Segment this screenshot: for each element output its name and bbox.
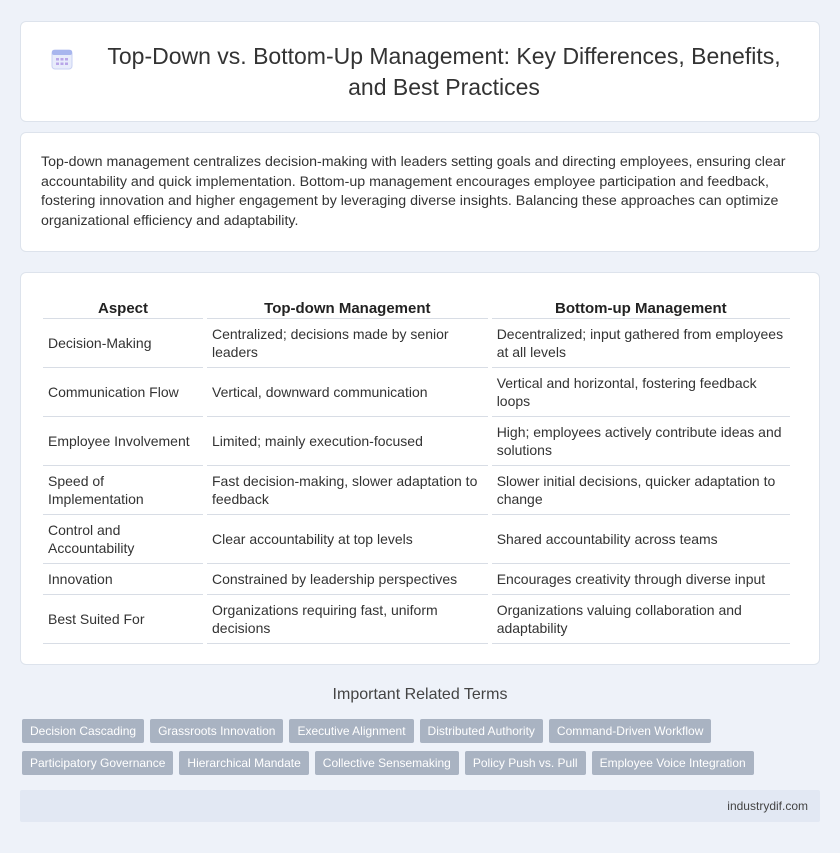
tag-link[interactable]: Collective Sensemaking — [315, 751, 459, 775]
comparison-card — [20, 272, 820, 665]
comparison-table — [39, 295, 794, 644]
tag-row — [22, 719, 822, 743]
page-title: Top-Down vs. Bottom-Up Management: Key Differences, Benefits, and Best Practices — [107, 42, 781, 100]
column-header-aspect: Aspect — [43, 295, 203, 319]
table-cell-aspect: Decision-Making — [43, 319, 203, 368]
table-cell-bottom-up: Vertical and horizontal, fostering feedback loops — [492, 368, 790, 417]
table-cell-aspect: Speed of Implementation — [43, 466, 203, 515]
tag-link[interactable]: Participatory Governance — [22, 751, 173, 775]
column-header-top-down: Top-down Management — [207, 295, 488, 319]
tag-link[interactable]: Command-Driven Workflow — [549, 719, 711, 743]
column-header-bottom-up: Bottom-up Management — [492, 295, 790, 319]
table-cell-aspect: Communication Flow — [43, 368, 203, 417]
table-row — [43, 319, 790, 368]
table-cell-aspect: Innovation — [43, 564, 203, 595]
table-cell-top-down: Vertical, downward communication — [207, 368, 488, 417]
tag-link[interactable]: Executive Alignment — [289, 719, 413, 743]
header-card — [20, 21, 820, 122]
table-cell-top-down: Constrained by leadership perspectives — [207, 564, 488, 595]
table-cell-aspect: Best Suited For — [43, 595, 203, 644]
footer — [20, 790, 820, 822]
tag-link[interactable]: Employee Voice Integration — [592, 751, 754, 775]
related-terms-title: Important Related Terms — [332, 686, 508, 703]
table-row — [43, 595, 790, 644]
table-row — [43, 417, 790, 466]
table-cell-bottom-up: Encourages creativity through diverse input — [492, 564, 790, 595]
tag-link[interactable]: Grassroots Innovation — [150, 719, 283, 743]
table-row — [43, 564, 790, 595]
tag-link[interactable]: Policy Push vs. Pull — [465, 751, 586, 775]
intro-card — [20, 132, 820, 252]
table-cell-bottom-up: Organizations valuing collaboration and adaptability — [492, 595, 790, 644]
table-cell-top-down: Fast decision-making, slower adaptation to feedback — [207, 466, 488, 515]
table-cell-top-down: Limited; mainly execution-focused — [207, 417, 488, 466]
intro-paragraph: Top-down management centralizes decision-making with leaders setting goals and directing employees, ensuring clear accountability and quick implementation. Bottom-up management encourages employee participation and feedback, fostering innovation and higher engagement by leveraging diverse insights. Balancing these approaches can optimize organizational efficiency and adaptability. — [41, 154, 786, 229]
footer-site-link[interactable]: industrydif.com — [727, 799, 808, 813]
table-cell-bottom-up: High; employees actively contribute ideas and solutions — [492, 417, 790, 466]
related-terms-list — [22, 719, 822, 783]
table-cell-top-down: Centralized; decisions made by senior leaders — [207, 319, 488, 368]
tag-row — [22, 751, 822, 775]
table-cell-top-down: Clear accountability at top levels — [207, 515, 488, 564]
table-cell-bottom-up: Slower initial decisions, quicker adaptation to change — [492, 466, 790, 515]
table-header-row — [43, 295, 790, 319]
table-row — [43, 368, 790, 417]
table-row — [43, 515, 790, 564]
table-cell-aspect: Employee Involvement — [43, 417, 203, 466]
tag-link[interactable]: Hierarchical Mandate — [179, 751, 308, 775]
table-cell-bottom-up: Decentralized; input gathered from employees at all levels — [492, 319, 790, 368]
tag-link[interactable]: Distributed Authority — [420, 719, 543, 743]
tag-link[interactable]: Decision Cascading — [22, 719, 144, 743]
table-row — [43, 466, 790, 515]
table-cell-top-down: Organizations requiring fast, uniform decisions — [207, 595, 488, 644]
document-icon — [51, 48, 73, 70]
table-cell-bottom-up: Shared accountability across teams — [492, 515, 790, 564]
table-cell-aspect: Control and Accountability — [43, 515, 203, 564]
